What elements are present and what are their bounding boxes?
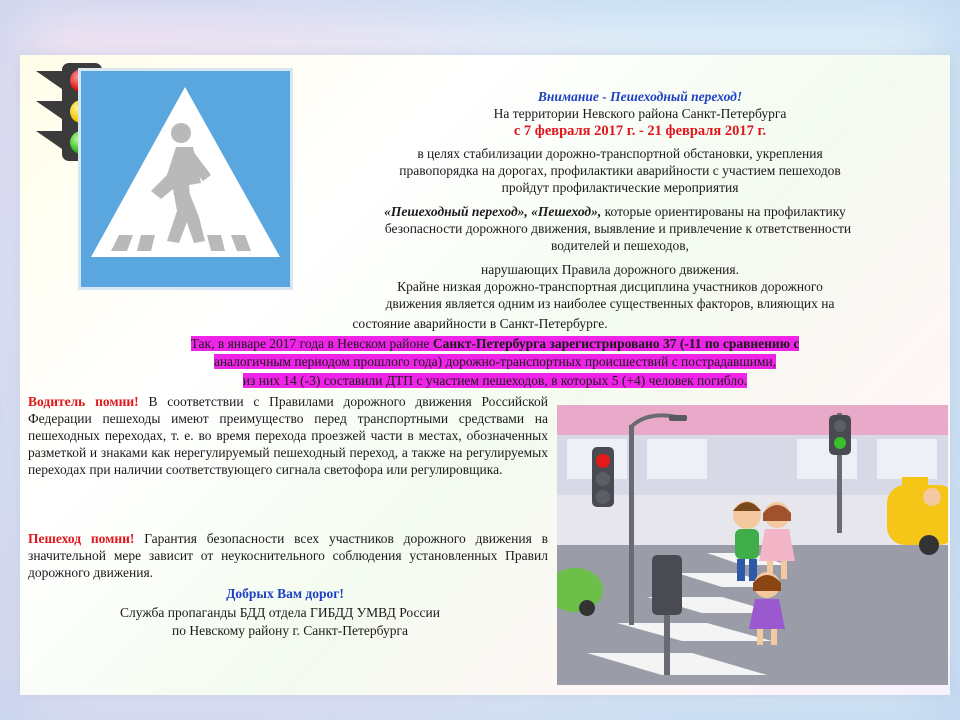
pedestrian-text: Гарантия безопасности всех участников дорожного движения в значительной мере зависит от неукоснительного соблюдения установленных Правил дорожного движения. [28,531,548,580]
driver-lead: Водитель помни! [28,394,139,409]
signature-line-2: по Невскому району г. Санкт-Петербурга [171,623,408,638]
notice-line-5: пройдут профилактические мероприятия [501,180,739,195]
children-crossing-illustration [557,405,948,685]
stats-line-2-text: аналогичным периодом прошлого года) дорожно-транспортных происшествий с пострадавшими, [213,354,777,369]
notice-line-11: движения является одним из наиболее существенных факторов, влияющих на [385,296,835,311]
stats-line-1-b: Санкт-Петербурга зарегистрировано 37 (-11 по сравнению с [432,336,800,351]
stats-line-3 [80,372,910,389]
notice-dates: с 7 февраля 2017 г. - 21 февраля 2017 г. [513,123,767,139]
pedestrian-crossing-sign-icon [78,68,293,290]
greeting: Добрых Вам дорог! [226,586,344,601]
notice-line-12: состояние аварийности в Санкт-Петербурге. [352,316,608,331]
stats-line-1-a: Так, в январе 2017 года в Невском районе [190,336,433,351]
events-names: «Пешеходный переход», «Пешеход», [384,204,602,219]
notice-line-8: водителей и пешеходов, [551,238,689,253]
notice-line-territory: На территории Невского района Санкт-Петербурга [493,106,787,121]
notice-line-4: правопорядка на дорогах, профилактики аварийности с участием пешеходов [399,163,841,178]
driver-text: В соответствии с Правилами дорожного движения Российской Федерации пешеходы имеют преимущество перед транспортными средствами на пешеходных переходах, т. е. во время перехода проезжей части в местах, обозначенных разметкой и знаками как нерегулируемый пешеходный переход, а также на регулируемых переходах при наличии соответствующего сигнала светофора или регулировщика. [28,394,548,477]
notice-line-6 [300,203,930,220]
stats-line-1 [80,335,910,352]
driver-paragraph [28,393,548,478]
notice-line-6-rest: которые ориентированы на профилактику [601,204,846,219]
signature-line-1: Служба пропаганды БДД отдела ГИБДД УМВД России [120,605,440,620]
pedestrian-lead: Пешеход помни! [28,531,135,546]
notice-line-10: Крайне низкая дорожно-транспортная дисциплина участников дорожного [397,279,823,294]
notice-line-3: в целях стабилизации дорожно-транспортной обстановки, укрепления [417,146,823,161]
pedestrian-paragraph [28,530,548,581]
stats-line-3-text: из них 14 (-3) составили ДТП с участием пешеходов, в которых 5 (+4) человек погибло. [242,373,748,388]
notice-title: Внимание - Пешеходный переход! [537,89,743,104]
notice-line-9: нарушающих Правила дорожного движения. [480,262,739,277]
stats-line-2 [80,353,910,370]
notice-line-7: безопасности дорожного движения, выявление и привлечение к ответственности [384,221,852,236]
